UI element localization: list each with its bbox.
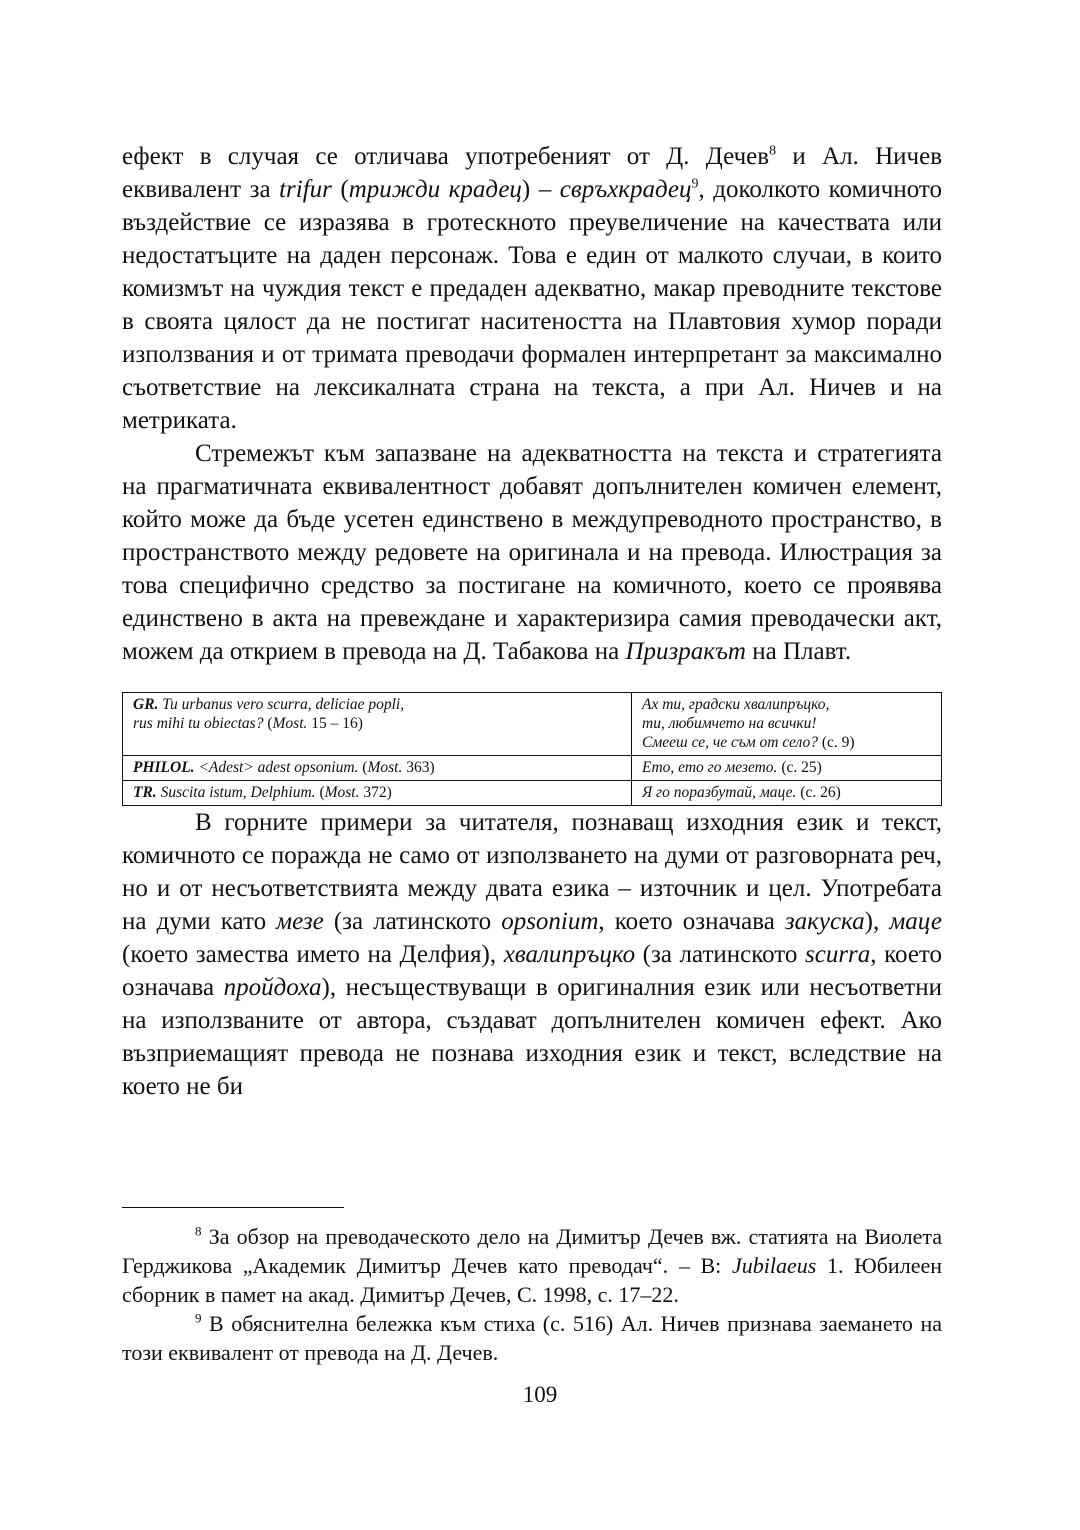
p1-text-5: , доколкото комичното въздействие се изразява в гротескното преувеличение на качествата или недостатъците на даден персонаж. Това е един от малкото случаи, в които комизмът на чуждия текст е предаден адекватно, макар преводните текстове в своята цялост да не постигат наситеността на Плавтовия хумор поради използвания и от тримата преводачи формален интерпретант за максимално съответствие на лексикалната страна на текста, а при Ал. Ничев и на метриката.: [122, 176, 942, 434]
paragraph-2: [122, 437, 942, 668]
term-hvaliprucko: хвалипръцко: [503, 941, 636, 968]
ref-work: Most.: [324, 784, 360, 801]
footnote-ref-8[interactable]: 8: [769, 143, 777, 159]
p2-text-1: Стремежът към запазване на адекватността на текста и стратегията на прагматичната еквивалентност добавят допълнителен комичен елемент, който може да бъде усетен единствено в междупреводното пространство, в пространството между редовете на оригинала и на превода. Илюстрация за това специфично средство за постигане на комичното, което се проявява единствено в акта на превеждане и характеризира самия преводачески акт, можем да открием в превода на Д. Табакова на: [122, 440, 942, 665]
p3-text-4: ),: [864, 908, 890, 935]
footnote-separator: [122, 1207, 344, 1208]
footnote-8: [122, 1222, 942, 1309]
term-proidoha: пройдоха: [223, 974, 322, 1001]
p1-text-3: (: [331, 176, 349, 203]
ref-work: Most.: [367, 759, 403, 776]
bulgarian-text: Ах ти, градски хвалипръцко,: [642, 696, 830, 713]
bulgarian-text: Ето, ето го мезето.: [642, 759, 778, 776]
work-title-prizrakat: Призракът: [625, 638, 746, 665]
footnote-9: [122, 1309, 942, 1367]
p1-text-4: ) –: [521, 176, 560, 203]
ref-lines: 372): [359, 784, 392, 801]
footnote-number: 8: [195, 1223, 202, 1239]
footnote-text: 1. Юбилеен сборник в памет на акад. Димитър Дечев, С. 1998, с. 17–22.: [122, 1253, 942, 1307]
term-scurra: scurra: [805, 941, 871, 968]
p3-text-3: , което означава: [598, 908, 785, 935]
bulgarian-cell: [632, 756, 942, 781]
table-row: [123, 781, 942, 806]
paragraph-1: [122, 140, 942, 437]
term-zakuska: закуска: [784, 908, 865, 935]
term-mace: маце: [889, 908, 942, 935]
ref-paren: (: [358, 759, 368, 776]
bulgarian-text: Я го поразбутай, маце.: [642, 784, 797, 801]
bulgarian-cell: [632, 693, 942, 756]
ref-work: Most.: [272, 715, 308, 732]
paragraph-3: [122, 806, 942, 1103]
p3-text-7: , което означава: [122, 941, 943, 1001]
translation-comparison-table: [122, 692, 942, 806]
latin-cell: [123, 693, 632, 756]
latin-text: rus mihi tu obiectas?: [133, 715, 264, 732]
term-trizhdi-kradets: трижди крадец: [348, 176, 522, 203]
p3-text-1: В горните примери за читателя, познаващ изходния език и текст, комичното се поражда не само от използването на думи от разговорната реч, но и от несъответствията между двата езика – източник и цел. Употребата на думи като: [122, 809, 942, 935]
ref-lines: 363): [402, 759, 435, 776]
table-row: [123, 693, 942, 756]
bulgarian-text: ти, любимчето на всички!: [642, 715, 817, 732]
page-ref: (с. 25): [777, 759, 822, 776]
page-body: [122, 140, 942, 1103]
speaker-label: GR.: [133, 696, 159, 713]
footnote-text: В обяснителна бележка към стиха (с. 516) Ал. Ничев признава заемането на този еквивалент от превода на Д. Дечев.: [122, 1311, 942, 1365]
latin-cell: [123, 756, 632, 781]
footnote-ref-9[interactable]: 9: [691, 176, 699, 192]
journal-title: Jubilaeus: [731, 1253, 817, 1278]
page-number: 109: [522, 1382, 558, 1407]
p3-text-5: (което замества името на Делфия),: [122, 941, 504, 968]
speaker-label: TR.: [133, 784, 157, 801]
term-opsonium: opsonium: [501, 908, 599, 935]
speaker-label: PHILOL.: [133, 759, 195, 776]
table-row: [123, 756, 942, 781]
p1-text-2: и Ал. Ничев еквивалент за: [122, 143, 942, 203]
ref-paren: (: [263, 715, 273, 732]
bulgarian-text: Смееш се, че съм от село?: [642, 734, 818, 751]
footnotes: [122, 1222, 942, 1367]
p3-text-8: ), несъществуващи в оригиналния език или несъответни на използваните от автора, създават допълнителен комичен ефект. Ако възприемащият превода не познава изходния език и текст, вследствие на което не би: [122, 974, 942, 1100]
latin-text: Tu urbanus vero scurra, deliciae popli,: [162, 696, 405, 713]
p3-text-6: (за латинското: [635, 941, 805, 968]
footnote-number: 9: [195, 1310, 202, 1326]
latin-cell: [123, 781, 632, 806]
latin-text: <Adest> adest opsonium.: [194, 759, 359, 776]
page-ref: (с. 26): [796, 784, 841, 801]
page-ref: (с. 9): [817, 734, 855, 751]
latin-text: Suscita istum, Delphium.: [156, 784, 316, 801]
term-trifur: trifur: [279, 176, 332, 203]
ref-lines: 15 – 16): [307, 715, 363, 732]
ref-paren: (: [315, 784, 325, 801]
p3-text-2: (за латинското: [323, 908, 502, 935]
term-svrahkradets: свръхкрадец: [559, 176, 692, 203]
bulgarian-cell: [632, 781, 942, 806]
footnote-text: За обзор на преводаческото дело на Димитър Дечев вж. статията на Виолета Герджикова „Академик Димитър Дечев като преводач“. – В:: [122, 1224, 942, 1278]
p1-text-1: ефект в случая се отличава употребеният от Д. Дечев: [122, 143, 770, 170]
p2-text-2: на Плавт.: [745, 638, 852, 665]
term-meze: мезе: [276, 908, 324, 935]
